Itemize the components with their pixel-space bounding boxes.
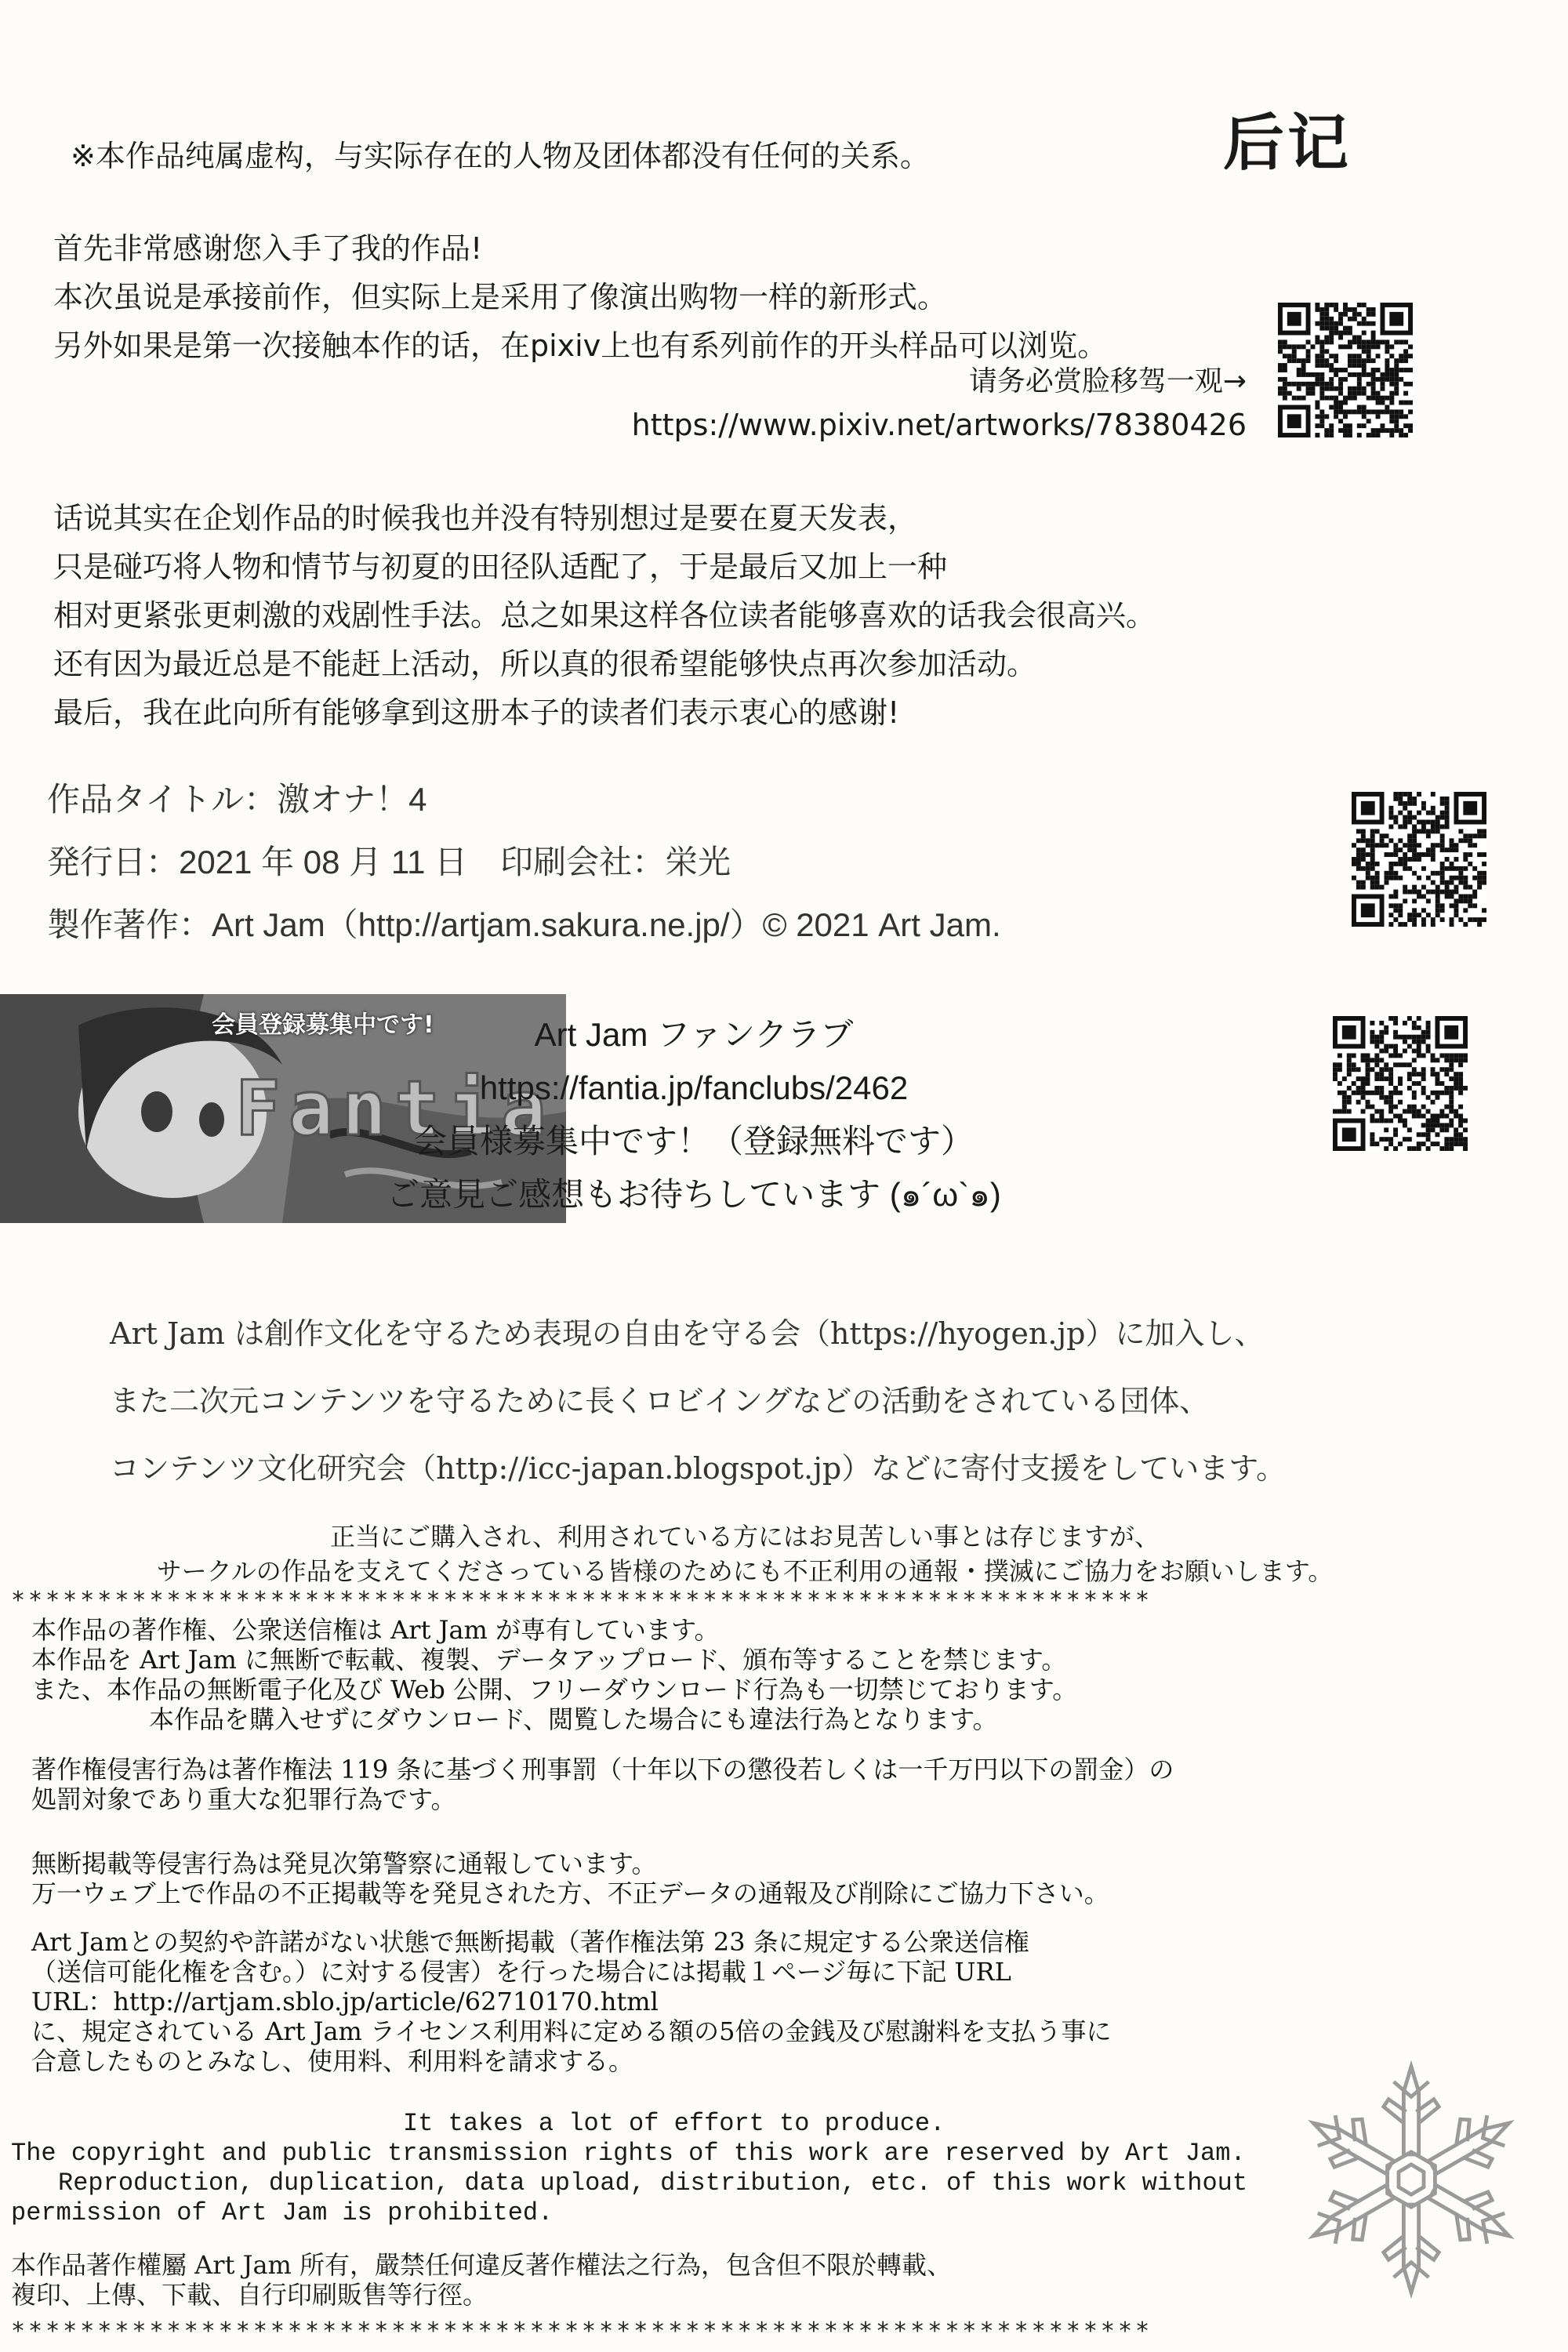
author-line: 製作著作：Art Jam（http://artjam.sakura.ne.jp/）© 2021 Art Jam.	[47, 906, 1001, 943]
fanclub-recruit: 会員様募集中です！（登録無料です）	[413, 1123, 974, 1160]
legal-line: Art Jamとの契約や許諾がない状態で無断掲載（著作権法第 23 条に規定する公衆送信権	[31, 1927, 1029, 1957]
legal-line: （送信可能化権を含む。）に対する侵害）を行った場合には掲載１ページ毎に下記 URL	[31, 1957, 1011, 1987]
fanclub-feedback: ご意見ご感想もお待ちしています (๑´ω`๑)	[387, 1176, 1001, 1213]
english-line: The copyright and public transmission rights of this work are reserved by Art Jam.	[11, 2139, 1246, 2168]
message-paragraph	[53, 494, 1156, 737]
support-statement	[110, 1300, 1286, 1502]
colophon	[47, 768, 1001, 956]
banner-caption: 会員登録募集中です!	[212, 1011, 434, 1039]
pixiv-url[interactable]: https://www.pixiv.net/artworks/78380426	[631, 408, 1247, 442]
legal-line: 本作品を Art Jam に無断で転載、複製、データアップロード、頒布等することを禁じます。	[31, 1645, 1067, 1675]
legal-line: 合意したものとみなし、使用料、利用料を請求する。	[31, 2046, 634, 2076]
chinese-legal-notice	[11, 2250, 952, 2310]
publication-date-line: 発行日：2021 年 08 月 11 日 印刷会社：栄光	[47, 844, 731, 880]
notice-line: サークルの作品を支えてくださっている皆様のためにも不正利用の通報・撲滅にご協力をお願いします。	[156, 1556, 1334, 1586]
fanclub-url[interactable]: https://fantia.jp/fanclubs/2462	[479, 1069, 909, 1106]
english-notice	[11, 2109, 1247, 2228]
support-line: コンテンツ文化研究会（http://icc-japan.blogspot.jp）などに寄付支援をしています。	[110, 1451, 1287, 1486]
legal-line: 著作権侵害行為は著作権法 119 条に基づく刑事罰（十年以下の懲役若しくは一千万円以下の罰金）の	[31, 1755, 1174, 1784]
english-line: It takes a lot of effort to produce.	[403, 2109, 946, 2138]
support-line: Art Jam は創作文化を守るため表現の自由を守る会（https://hyogen.jp）に加入し、	[110, 1316, 1265, 1351]
work-title-line: 作品タイトル：激オナ！4	[47, 781, 427, 818]
notice-header	[31, 1519, 1458, 1588]
legal-line: 本作品の著作権、公衆送信権は Art Jam が専有しています。	[31, 1615, 720, 1645]
legal-block-penalty	[31, 1755, 1174, 1814]
chinese-legal-line: 本作品著作權屬 Art Jam 所有，嚴禁任何違反著作權法之行為，包含但不限於轉載、	[11, 2250, 953, 2280]
asterisk-divider: ******************************************************************	[11, 2318, 1153, 2345]
message-line: 最后，我在此向所有能够拿到这册本子的读者们表示衷心的感谢!	[53, 695, 900, 730]
disclaimer-text: ※本作品纯属虚构，与实际存在的人物及团体都没有任何的关系。	[71, 139, 930, 173]
intro-line: 另外如果是第一次接触本作的话，在pixiv上也有系列前作的开头样品可以浏览。	[53, 328, 1108, 363]
artjam-qr-code	[1352, 792, 1486, 927]
fanclub-name: Art Jam ファンクラブ	[534, 1016, 854, 1053]
legal-block-report	[31, 1849, 1109, 1908]
support-line: また二次元コンテンツを守るために長くロビイングなどの活動をされている団体、	[110, 1384, 1210, 1418]
chinese-legal-line: 複印、上傳、下載、自行印刷販售等行徑。	[11, 2280, 488, 2310]
snowflake-emblem	[1286, 2054, 1537, 2305]
legal-line: 万一ウェブ上で作品の不正掲載等を発見された方、不正データの通報及び削除にご協力下さい。	[31, 1878, 1109, 1908]
english-line: Reproduction, duplication, data upload, distribution, etc. of this work without	[58, 2169, 1248, 2198]
legal-block-license	[31, 1927, 1112, 2076]
legal-line: また、本作品の無断電子化及び Web 公開、フリーダウンロード行為も一切禁じております。	[31, 1675, 1078, 1704]
fantia-logo: Fantia	[235, 1065, 554, 1152]
legal-line: 無断掲載等侵害行為は発見次第警察に通報しています。	[31, 1849, 657, 1878]
afterword-title: 后记	[1223, 108, 1352, 179]
message-line: 话说其实在企划作品的时候我也并没有特别想过是要在夏天发表，	[53, 501, 918, 535]
intro-paragraph	[53, 224, 1107, 370]
english-line: permission of Art Jam is prohibited.	[11, 2198, 554, 2227]
notice-line: 正当にご購入され、利用されている方にはお見苦しい事とは存じますが、	[330, 1522, 1160, 1552]
legal-line: 処罰対象であり重大な犯罪行為です。	[31, 1784, 456, 1814]
legal-line: URL：http://artjam.sblo.jp/article/62710170.html	[31, 1987, 659, 2016]
legal-line: に、規定されている Art Jam ライセンス利用料に定める額の5倍の金銭及び慰謝料を支払う事に	[31, 2016, 1112, 2046]
intro-line: 首先非常感谢您入手了我的作品!	[53, 231, 483, 266]
intro-line: 本次虽说是承接前作，但实际上是采用了像演出购物一样的新形式。	[53, 280, 948, 314]
message-line: 还有因为最近总是不能赶上活动，所以真的很希望能够快点再次参加活动。	[53, 647, 1037, 681]
pixiv-qr-code	[1278, 303, 1413, 437]
pixiv-prompt: 请务必赏脸移驾一观→	[968, 365, 1247, 397]
fanclub-info	[0, 1008, 1239, 1221]
message-line: 相对更紧张更刺激的戏剧性手法。总之如果这样各位读者能够喜欢的话我会很高兴。	[53, 598, 1156, 633]
legal-line: 本作品を購入せずにダウンロード、閲覧した場合にも違法行為となります。	[149, 1704, 998, 1734]
asterisk-divider: ******************************************************************	[11, 1587, 1153, 1614]
fantia-qr-code	[1333, 1016, 1468, 1151]
message-line: 只是碰巧将人物和情节与初夏的田径队适配了，于是最后又加上一种	[53, 550, 948, 584]
legal-block-copyright	[31, 1615, 1077, 1734]
